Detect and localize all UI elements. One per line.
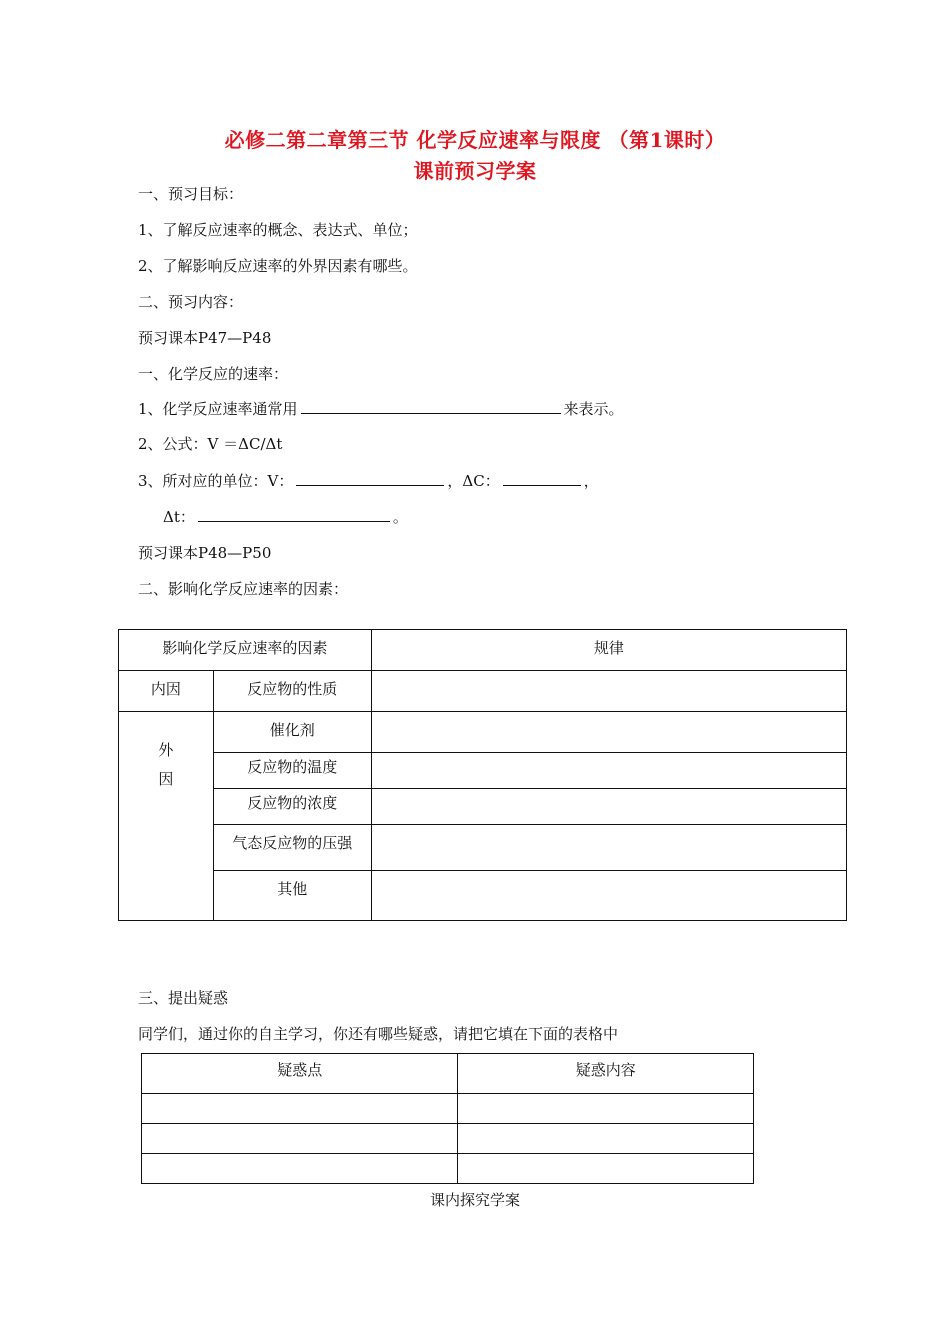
question-1-suffix: 来表示。: [563, 400, 624, 418]
goal-item-1: 1、了解反应速率的概念、表达式、单位；: [138, 221, 418, 239]
fill-blank-t-unit[interactable]: [198, 507, 390, 522]
table-row: [119, 871, 847, 921]
factors-header-rule: 规律: [371, 630, 846, 671]
factors-header-factor: 影响化学反应速率的因素: [119, 630, 372, 671]
textbook-ref-1: 预习课本P47—P48: [138, 329, 272, 347]
question-1-prefix: 1、化学反应速率通常用: [138, 400, 298, 418]
factors-table: [118, 629, 847, 921]
question-2-formula: 2、公式：V ＝ΔC/Δt: [138, 435, 283, 453]
internal-label-cell: 内因: [119, 671, 214, 712]
subsection-rate: 一、化学反应的速率：: [138, 365, 289, 383]
question-3-end: ，: [583, 472, 599, 490]
table-row: [142, 1154, 754, 1184]
external-label-cell: [119, 712, 214, 921]
section-heading-goals: 一、预习目标：: [138, 185, 244, 203]
table-row: [119, 753, 847, 789]
table-row: [142, 1124, 754, 1154]
document-title: 必修二第二章第三节 化学反应速率与限度 （第1课时）: [224, 128, 726, 152]
doubt-point-input[interactable]: [142, 1094, 458, 1124]
question-3: [138, 470, 599, 491]
fill-blank-c-unit[interactable]: [503, 471, 581, 486]
footer-caption: 课内探究学案: [429, 1191, 520, 1209]
section-heading-doubts: 三、提出疑惑: [138, 989, 229, 1007]
rule-input-cell[interactable]: [371, 753, 846, 789]
question-1: [138, 398, 624, 419]
goal-item-2: 2、了解影响反应速率的外界因素有哪些。: [138, 257, 418, 275]
subsection-factors: 二、影响化学反应速率的因素：: [138, 580, 349, 598]
external-item-cell: 气态反应物的压强: [213, 825, 371, 871]
external-item-cell: 反应物的浓度: [213, 789, 371, 825]
question-3-mid: ，ΔC：: [447, 472, 500, 490]
external-label-char-1: 外: [158, 741, 174, 759]
external-item-cell: 催化剂: [213, 712, 371, 753]
doubt-point-input[interactable]: [142, 1124, 458, 1154]
question-3b-end: 。: [392, 508, 408, 526]
table-row: [119, 789, 847, 825]
table-row: [119, 671, 847, 712]
question-3-prefix: 3、所对应的单位：V：: [138, 472, 294, 490]
textbook-ref-2: 预习课本P48—P50: [138, 544, 272, 562]
external-item-cell: 其他: [213, 871, 371, 921]
external-item-cell: 反应物的温度: [213, 753, 371, 789]
doubts-prompt: 同学们，通过你的自主学习，你还有哪些疑惑，请把它填在下面的表格中: [138, 1025, 619, 1043]
doubt-point-input[interactable]: [142, 1154, 458, 1184]
table-row: [119, 825, 847, 871]
doubts-table: [141, 1053, 754, 1184]
table-row: [119, 712, 847, 753]
rule-input-cell[interactable]: [371, 825, 846, 871]
document-subtitle: 课前预习学案: [413, 159, 537, 183]
table-row: [142, 1054, 754, 1094]
external-label-char-2: 因: [158, 770, 174, 788]
section-heading-content: 二、预习内容：: [138, 293, 244, 311]
doubts-header-point: 疑惑点: [142, 1054, 458, 1094]
question-3b-prefix: Δt：: [163, 508, 195, 526]
doubt-content-input[interactable]: [458, 1094, 754, 1124]
rule-input-cell[interactable]: [371, 712, 846, 753]
doubts-header-content: 疑惑内容: [458, 1054, 754, 1094]
doubt-content-input[interactable]: [458, 1154, 754, 1184]
fill-blank-v-unit[interactable]: [296, 471, 444, 486]
table-row: [119, 630, 847, 671]
fill-blank-1[interactable]: [301, 399, 561, 414]
question-3b: [163, 506, 408, 527]
doubt-content-input[interactable]: [458, 1124, 754, 1154]
rule-input-cell[interactable]: [371, 871, 846, 921]
internal-item-cell: 反应物的性质: [213, 671, 371, 712]
rule-input-cell[interactable]: [371, 671, 846, 712]
table-row: [142, 1094, 754, 1124]
rule-input-cell[interactable]: [371, 789, 846, 825]
